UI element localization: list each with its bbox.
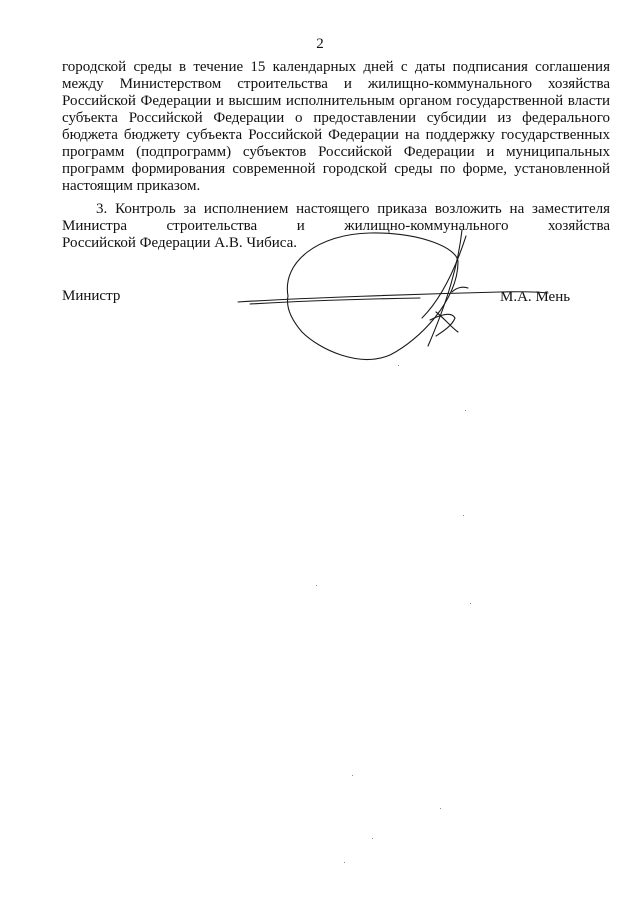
text-line: программ формирования современной городской среды по форме, установленной: [62, 161, 610, 177]
text-line: настоящим приказом.: [62, 178, 201, 194]
scan-speck: [440, 808, 441, 809]
text-line: Российской Федерации и высшим исполнительным органом государственной власти: [62, 93, 610, 109]
scan-speck: [372, 838, 373, 839]
scan-speck: [463, 515, 464, 516]
scan-speck: [344, 862, 345, 863]
scan-speck: [316, 585, 317, 586]
page-number: 2: [316, 36, 324, 52]
text-line: городской среды в течение 15 календарных дней с даты подписания соглашения: [62, 59, 610, 75]
text-line: Российской Федерации А.В. Чибиса.: [62, 235, 298, 251]
text-line: Министра строительства и жилищно-коммунального хозяйства: [62, 218, 610, 234]
scan-speck: [398, 365, 399, 366]
position-label: Министр: [62, 288, 121, 304]
signatory-name: М.А. Мень: [500, 289, 571, 305]
text-line: между Министерством строительства и жилищно-коммунального хозяйства: [62, 76, 610, 92]
text-line: 3. Контроль за исполнением настоящего приказа возложить на заместителя: [96, 201, 610, 217]
scan-speck: [352, 775, 353, 776]
text-line: программ (подпрограмм) субъектов Российской Федерации и муниципальных: [62, 144, 610, 160]
text-line: субъекта Российской Федерации о предоставлении субсидии из федерального: [62, 110, 610, 126]
scan-speck: [470, 603, 471, 604]
scan-speck: [465, 410, 466, 411]
text-line: бюджета бюджету субъекта Российской Федерации на поддержку государственных: [62, 127, 610, 143]
